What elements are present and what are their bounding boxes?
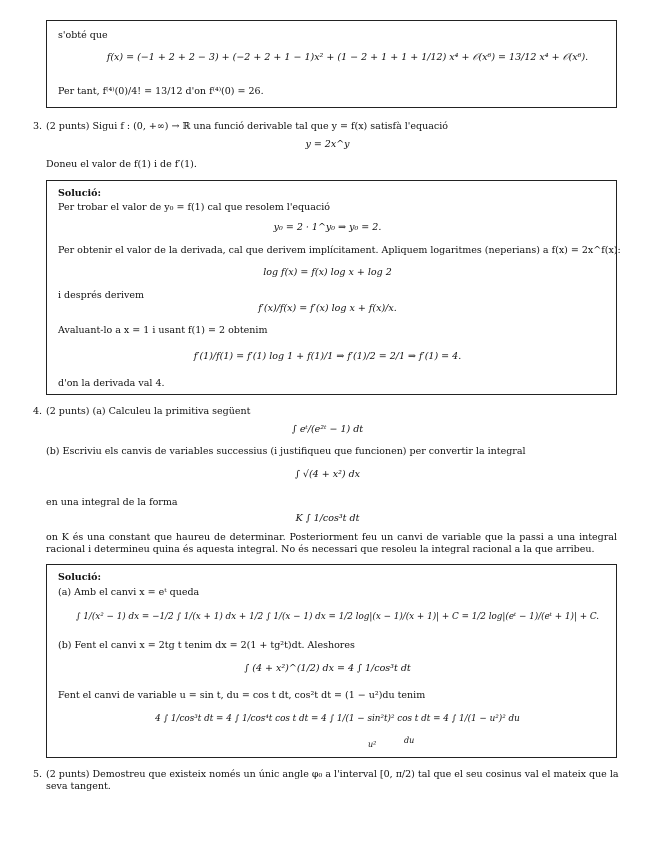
brace-label-du: du <box>404 736 415 745</box>
solution4-c-line: Fent el canvi de variable u = sin t, du = cos t dt, cos²t dt = (1 − u²)du tenim <box>58 690 426 701</box>
solution3-eq4: f′(1)/f(1) = f′(1) log 1 + f(1)/1 ⇒ f′(1)/2 = 2/1 ⇒ f′(1) = 4. <box>193 351 462 362</box>
solution4-c-eq-text: 4 ∫ 1/cos³t dt = 4 ∫ 1/cos⁴t cos t dt = 4 ∫ 1/(1 − sin²t)² cos t dt = 4 ∫ 1/(1 − u²)² du <box>155 714 520 724</box>
box1-formula <box>100 52 595 64</box>
problem4-a-integral: ∫ eᵗ/(e²ᵗ − 1) dt <box>291 424 364 435</box>
problem3-points: (2 punts) <box>46 121 90 132</box>
solution4-b-line: (b) Fent el canvi x = 2tg t tenim dx = 2(1 + tg²t)dt. Aleshores <box>58 640 355 651</box>
solution4-b-eq: ∫ (4 + x²)^(1/2) dx = 4 ∫ 1/cos³t dt <box>244 663 411 674</box>
solution3-line3: i després derivem <box>58 290 145 301</box>
box1-intro: s'obté que <box>58 30 108 41</box>
solution4-a-eq <box>60 612 615 623</box>
brace-label-u2: u² <box>368 740 377 749</box>
problem4-a-text: (a) Calculeu la primitiva següent <box>92 406 251 417</box>
solution3-eq3: f′(x)/f(x) = f′(x) log x + f(x)/x. <box>258 303 397 314</box>
problem4-number: 4. <box>33 406 43 417</box>
box1-formula-text: f(x) = (−1 + 2 + 2 − 3) + (−2 + 2 + 1 − 1)x² + (1 − 2 + 1 + 1 + 1/12) x⁴ + 𝒪(x⁶) = 13/12 x⁴ + 𝒪(x⁶). <box>106 52 589 63</box>
problem5-points: (2 punts) <box>46 769 90 780</box>
solution4-a-eq-text: ∫ 1/(x² − 1) dx = −1/2 ∫ 1/(x + 1) dx + 1/2 ∫ 1/(x − 1) dx = 1/2 log|(x − 1)/(x + 1)| + C = 1/2 log|(eᵗ − 1)/(eᵗ + 1)| + C. <box>75 612 600 622</box>
problem5-number: 5. <box>33 769 43 780</box>
solution3-eq2: log f(x) = f(x) log x + log 2 <box>263 267 392 278</box>
problem3-equation: y = 2x^y <box>305 139 350 150</box>
solution3-eq1: y₀ = 2 · 1^y₀ ⇒ y₀ = 2. <box>273 222 382 233</box>
solution3-line1: Per trobar el valor de y₀ = f(1) cal que resolem l'equació <box>58 202 330 213</box>
problem3-header <box>46 121 448 133</box>
solution3-line2: Per obtenir el valor de la derivada, cal que derivem implícitament. Apliquem logaritmes (neperians) a f(x) = 2x^f(x): <box>58 245 621 256</box>
solution3-line5: d'on la derivada val 4. <box>58 378 165 389</box>
problem4-points: (2 punts) <box>46 406 90 417</box>
problem4-final-text: on K és una constant que haureu de determinar. Posteriorment feu un canvi de variable que la passi a una integral racional i determineu quina és aquesta integral. No és necessari que resoleu la integral racional a la que arribeu. <box>46 532 617 555</box>
box1-conclusion: Per tant, f⁽⁴⁾(0)/4! = 13/12 d'on f⁽⁴⁾(0) = 26. <box>58 86 264 97</box>
solution3-title: Solució: <box>58 188 101 199</box>
problem3-statement: Sigui f : (0, +∞) → ℝ una funció derivable tal que y = f(x) satisfà l'equació <box>92 121 448 132</box>
problem4-b-text: (b) Escriviu els canvis de variables successius (i justifiqueu que funcionen) per convertir la integral <box>46 446 526 457</box>
solution4-c-eq <box>40 714 635 725</box>
problem4-b-integral: ∫ √(4 + x²) dx <box>294 469 361 480</box>
problem3-question: Doneu el valor de f(1) i de f′(1). <box>46 159 197 170</box>
problem5-statement: Demostreu que existeix només un únic angle φ₀ a l'interval [0, π/2) tal que el seu cosinus val el mateix que la seva tangent. <box>46 769 619 792</box>
solution4-a-line: (a) Amb el canvi x = eᵗ queda <box>58 587 200 598</box>
solution3-line4: Avaluant-lo a x = 1 i usant f(1) = 2 obtenim <box>58 325 268 336</box>
problem3-number: 3. <box>33 121 43 132</box>
problem5-header <box>46 769 621 793</box>
solution4-title: Solució: <box>58 572 101 583</box>
problem4-form-integral: K ∫ 1/cos³t dt <box>295 513 360 524</box>
problem4-header <box>46 406 250 418</box>
problem4-form-text: en una integral de la forma <box>46 497 178 508</box>
